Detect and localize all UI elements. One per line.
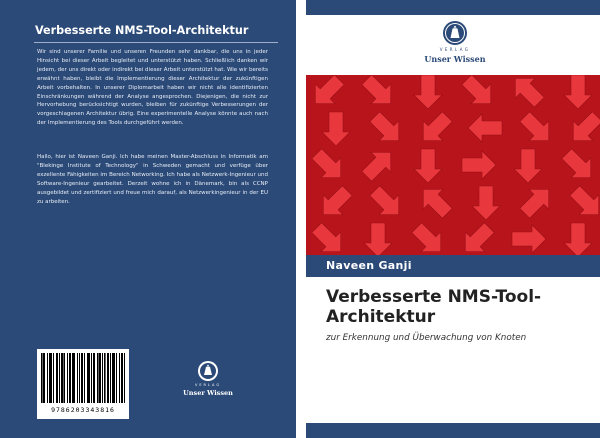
back-cover-paragraph-2: Hallo, hier ist Naveen Ganji. Ich habe meinen Master-Abschluss in Informatik am "Blekinge Institute of Technology" in Schweden gemacht und verfüge über exzellente Fähigkeiten im Bereich Networking. Ich habe als Netzwerk-Ingenieur und Software-Ingenieur gearbeitet. Derzeit wohne ich in Dänemark, bin als CCNP ausgebildet und zertifiziert und freue mich darauf, als Netzwerkingenieur in der EU zu arbeiten. xyxy=(37,154,268,205)
isbn-barcode xyxy=(37,349,129,419)
front-publisher-verlag: VERLAG xyxy=(439,47,471,52)
lamp-in-circle-icon xyxy=(405,20,505,46)
spine xyxy=(296,0,306,438)
barcode-number: 9786203343816 xyxy=(51,406,115,414)
book-subtitle: zur Erkennung und Überwachung von Knoten xyxy=(326,333,527,343)
back-cover-title: Verbesserte NMS-Tool-Architektur xyxy=(35,24,249,37)
back-publisher-name: Unser Wissen xyxy=(183,389,233,397)
front-top-band xyxy=(306,0,600,15)
back-publisher-logo xyxy=(168,359,248,409)
author-band xyxy=(306,255,600,277)
author-name: Naveen Ganji xyxy=(326,259,412,272)
back-cover-divider xyxy=(34,42,278,43)
front-cover xyxy=(306,0,600,438)
lamp-in-circle-icon xyxy=(168,359,248,385)
front-bottom-band xyxy=(306,423,600,438)
back-cover xyxy=(0,0,296,438)
back-publisher-verlag: VERLAG xyxy=(194,383,222,387)
barcode-bars-icon xyxy=(37,349,129,407)
front-publisher-name: Unser Wissen xyxy=(424,54,486,64)
back-cover-paragraph-1: Wir sind unserer Familie und unseren Freunden sehr dankbar, die uns in jeder Hinsicht bei dieser Arbeit begleitet und unterstützt haben. Schließlich danken wir jedem, der uns direkt oder indirekt bei dieser Arbeit unterstützt hat. Wie wir bereits erwähnt haben, bleibt die Implementierung dieser Architektur der zukünftigen Arbeit vorbehalten. In unserer Diplomarbeit haben wir nicht alle identifizierten Einschränkungen während der Analyse angesprochen. Diejenigen, die nicht zur Hervorhebung berücksichtigt wurden, bleiben für zukünftige Verbesserungen der vorgeschlagenen Architektur übrig. Eine experimentelle Analyse könnte auch nach der Implementierung des Tools durchgeführt werden. xyxy=(37,49,268,127)
cover-artwork xyxy=(306,75,600,255)
book-title: Verbesserte NMS-Tool-Architektur xyxy=(326,287,542,327)
front-publisher-logo xyxy=(405,20,505,72)
red-arrows-pattern-icon xyxy=(306,75,600,255)
